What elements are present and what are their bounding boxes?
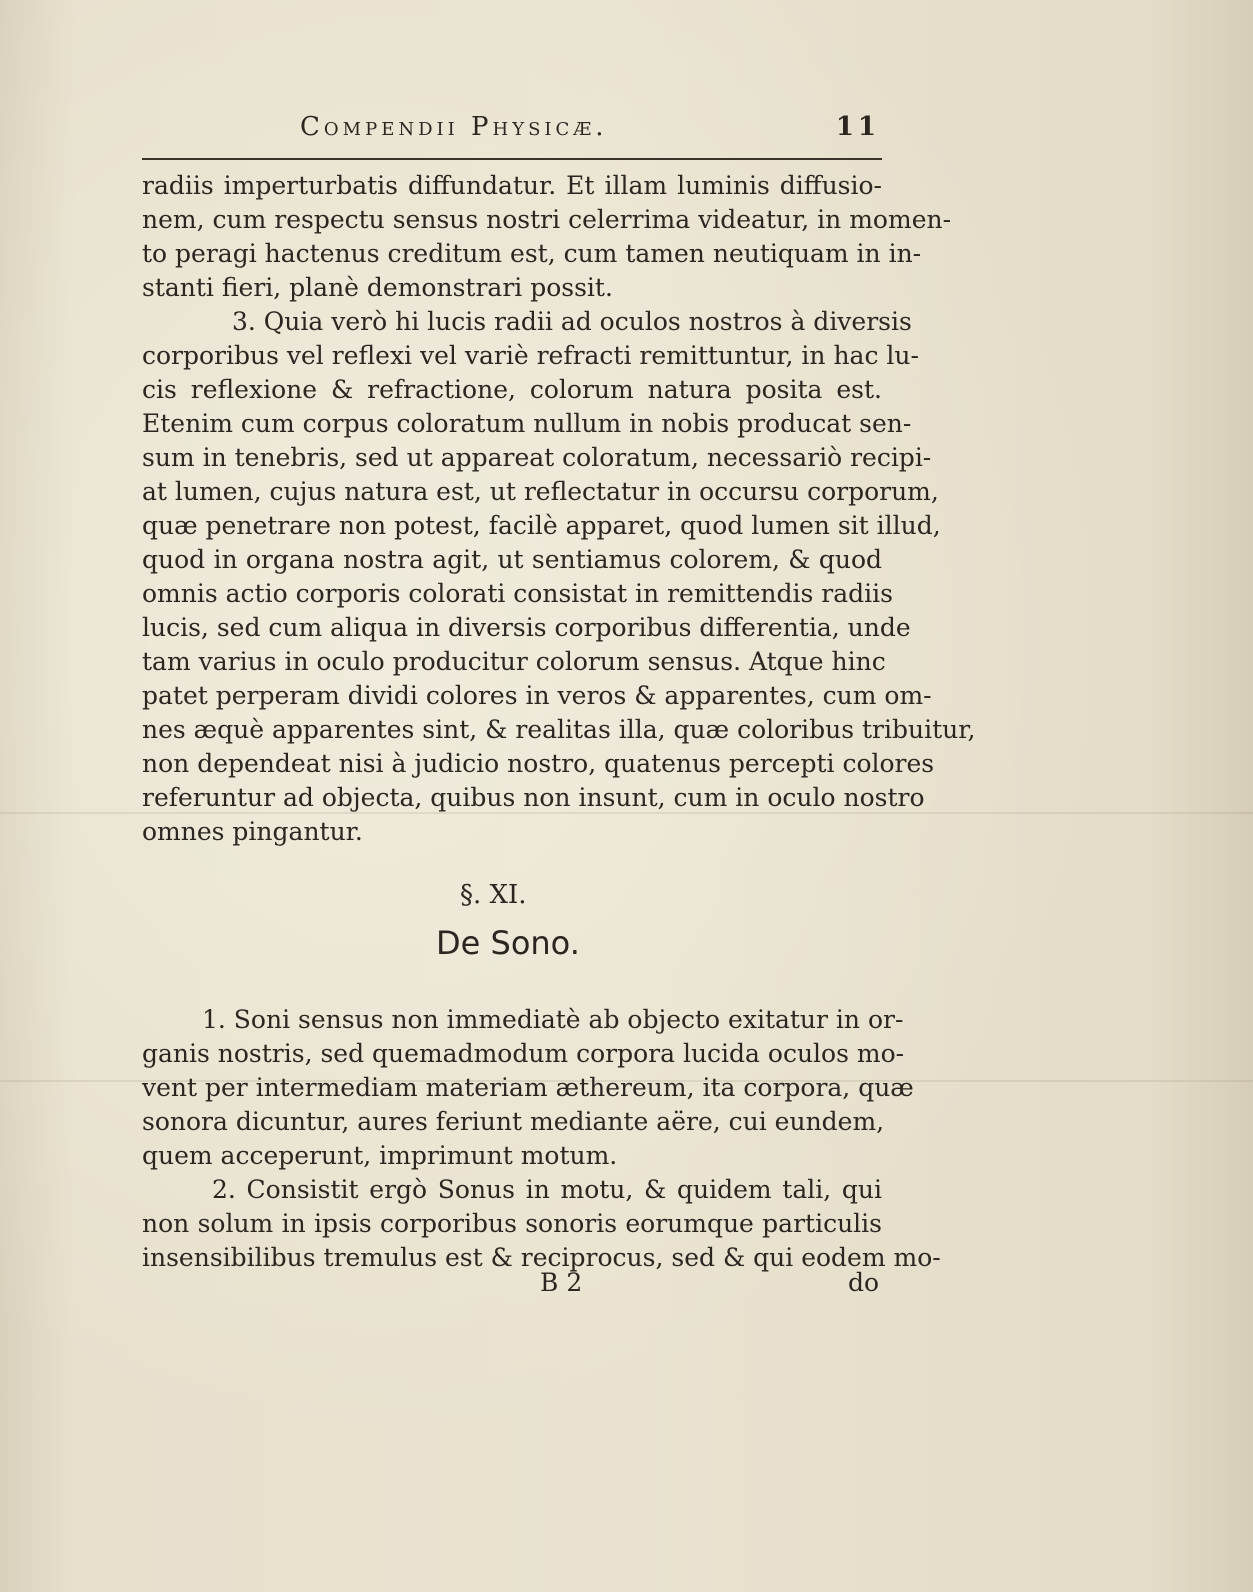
text-line: quem acceperunt, imprimunt motum. bbox=[142, 1141, 618, 1170]
text-line: tam varius in oculo producitur colorum sensus. Atque hinc bbox=[142, 647, 886, 676]
header-rule bbox=[142, 158, 882, 160]
text-line: stanti fieri, planè demonstrari possit. bbox=[142, 273, 613, 302]
text-line: nem, cum respectu sensus nostri celerrima videatur, in momen- bbox=[142, 205, 952, 234]
text-line: corporibus vel reflexi vel variè refracti remittuntur, in hac lu- bbox=[142, 341, 919, 370]
text-line: 1. Soni sensus non immediatè ab objecto exitatur in or- bbox=[202, 1005, 904, 1034]
text-line: non solum in ipsis corporibus sonoris eorumque particulis bbox=[142, 1209, 882, 1238]
text-line: 3. Quia verò hi lucis radii ad oculos nostros à diversis bbox=[232, 307, 912, 336]
text-line: Etenim cum corpus coloratum nullum in nobis producat sen- bbox=[142, 409, 912, 438]
text-line: at lumen, cujus natura est, ut reflectatur in occursu corporum, bbox=[142, 477, 939, 506]
text-line: nes æquè apparentes sint, & realitas illa, quæ coloribus tribuitur, bbox=[142, 715, 976, 744]
section-number: §. XI. bbox=[460, 880, 527, 910]
text-line: quæ penetrare non potest, facilè apparet, quod lumen sit illud, bbox=[142, 511, 941, 540]
text-line: cis reflexione & refractione, colorum natura posita est. bbox=[142, 375, 882, 404]
signature-mark: B 2 bbox=[540, 1268, 583, 1297]
text-line: patet perperam dividi colores in veros & apparentes, cum om- bbox=[142, 681, 932, 710]
text-line: insensibilibus tremulus est & reciprocus, sed & qui eodem mo- bbox=[142, 1243, 941, 1272]
text-line: omnes pingantur. bbox=[142, 817, 363, 846]
page-number: 11 bbox=[835, 112, 880, 142]
text-line: non dependeat nisi à judicio nostro, quatenus percepti colores bbox=[142, 749, 935, 778]
text-line: to peragi hactenus creditum est, cum tamen neutiquam in in- bbox=[142, 239, 922, 268]
text-line: ganis nostris, sed quemadmodum corpora lucida oculos mo- bbox=[142, 1039, 905, 1068]
text-line: vent per intermediam materiam æthereum, ita corpora, quæ bbox=[142, 1073, 914, 1102]
text-line: lucis, sed cum aliqua in diversis corporibus differentia, unde bbox=[142, 613, 911, 642]
section-title: De Sono. bbox=[436, 924, 580, 962]
text-line: 2. Consistit ergò Sonus in motu, & quidem tali, qui bbox=[212, 1175, 882, 1204]
catchword: do bbox=[848, 1268, 880, 1297]
text-line: omnis actio corporis colorati consistat in remittendis radiis bbox=[142, 579, 893, 608]
text-line: sum in tenebris, sed ut appareat coloratum, necessariò recipi- bbox=[142, 443, 932, 472]
text-line: radiis imperturbatis diffundatur. Et illam luminis diffusio- bbox=[142, 171, 882, 200]
text-line: quod in organa nostra agit, ut sentiamus colorem, & quod bbox=[142, 545, 882, 574]
running-title: Compendii Physicæ. bbox=[300, 112, 608, 142]
text-line: referuntur ad objecta, quibus non insunt, cum in oculo nostro bbox=[142, 783, 925, 812]
text-line: sonora dicuntur, aures feriunt mediante aëre, cui eundem, bbox=[142, 1107, 885, 1136]
